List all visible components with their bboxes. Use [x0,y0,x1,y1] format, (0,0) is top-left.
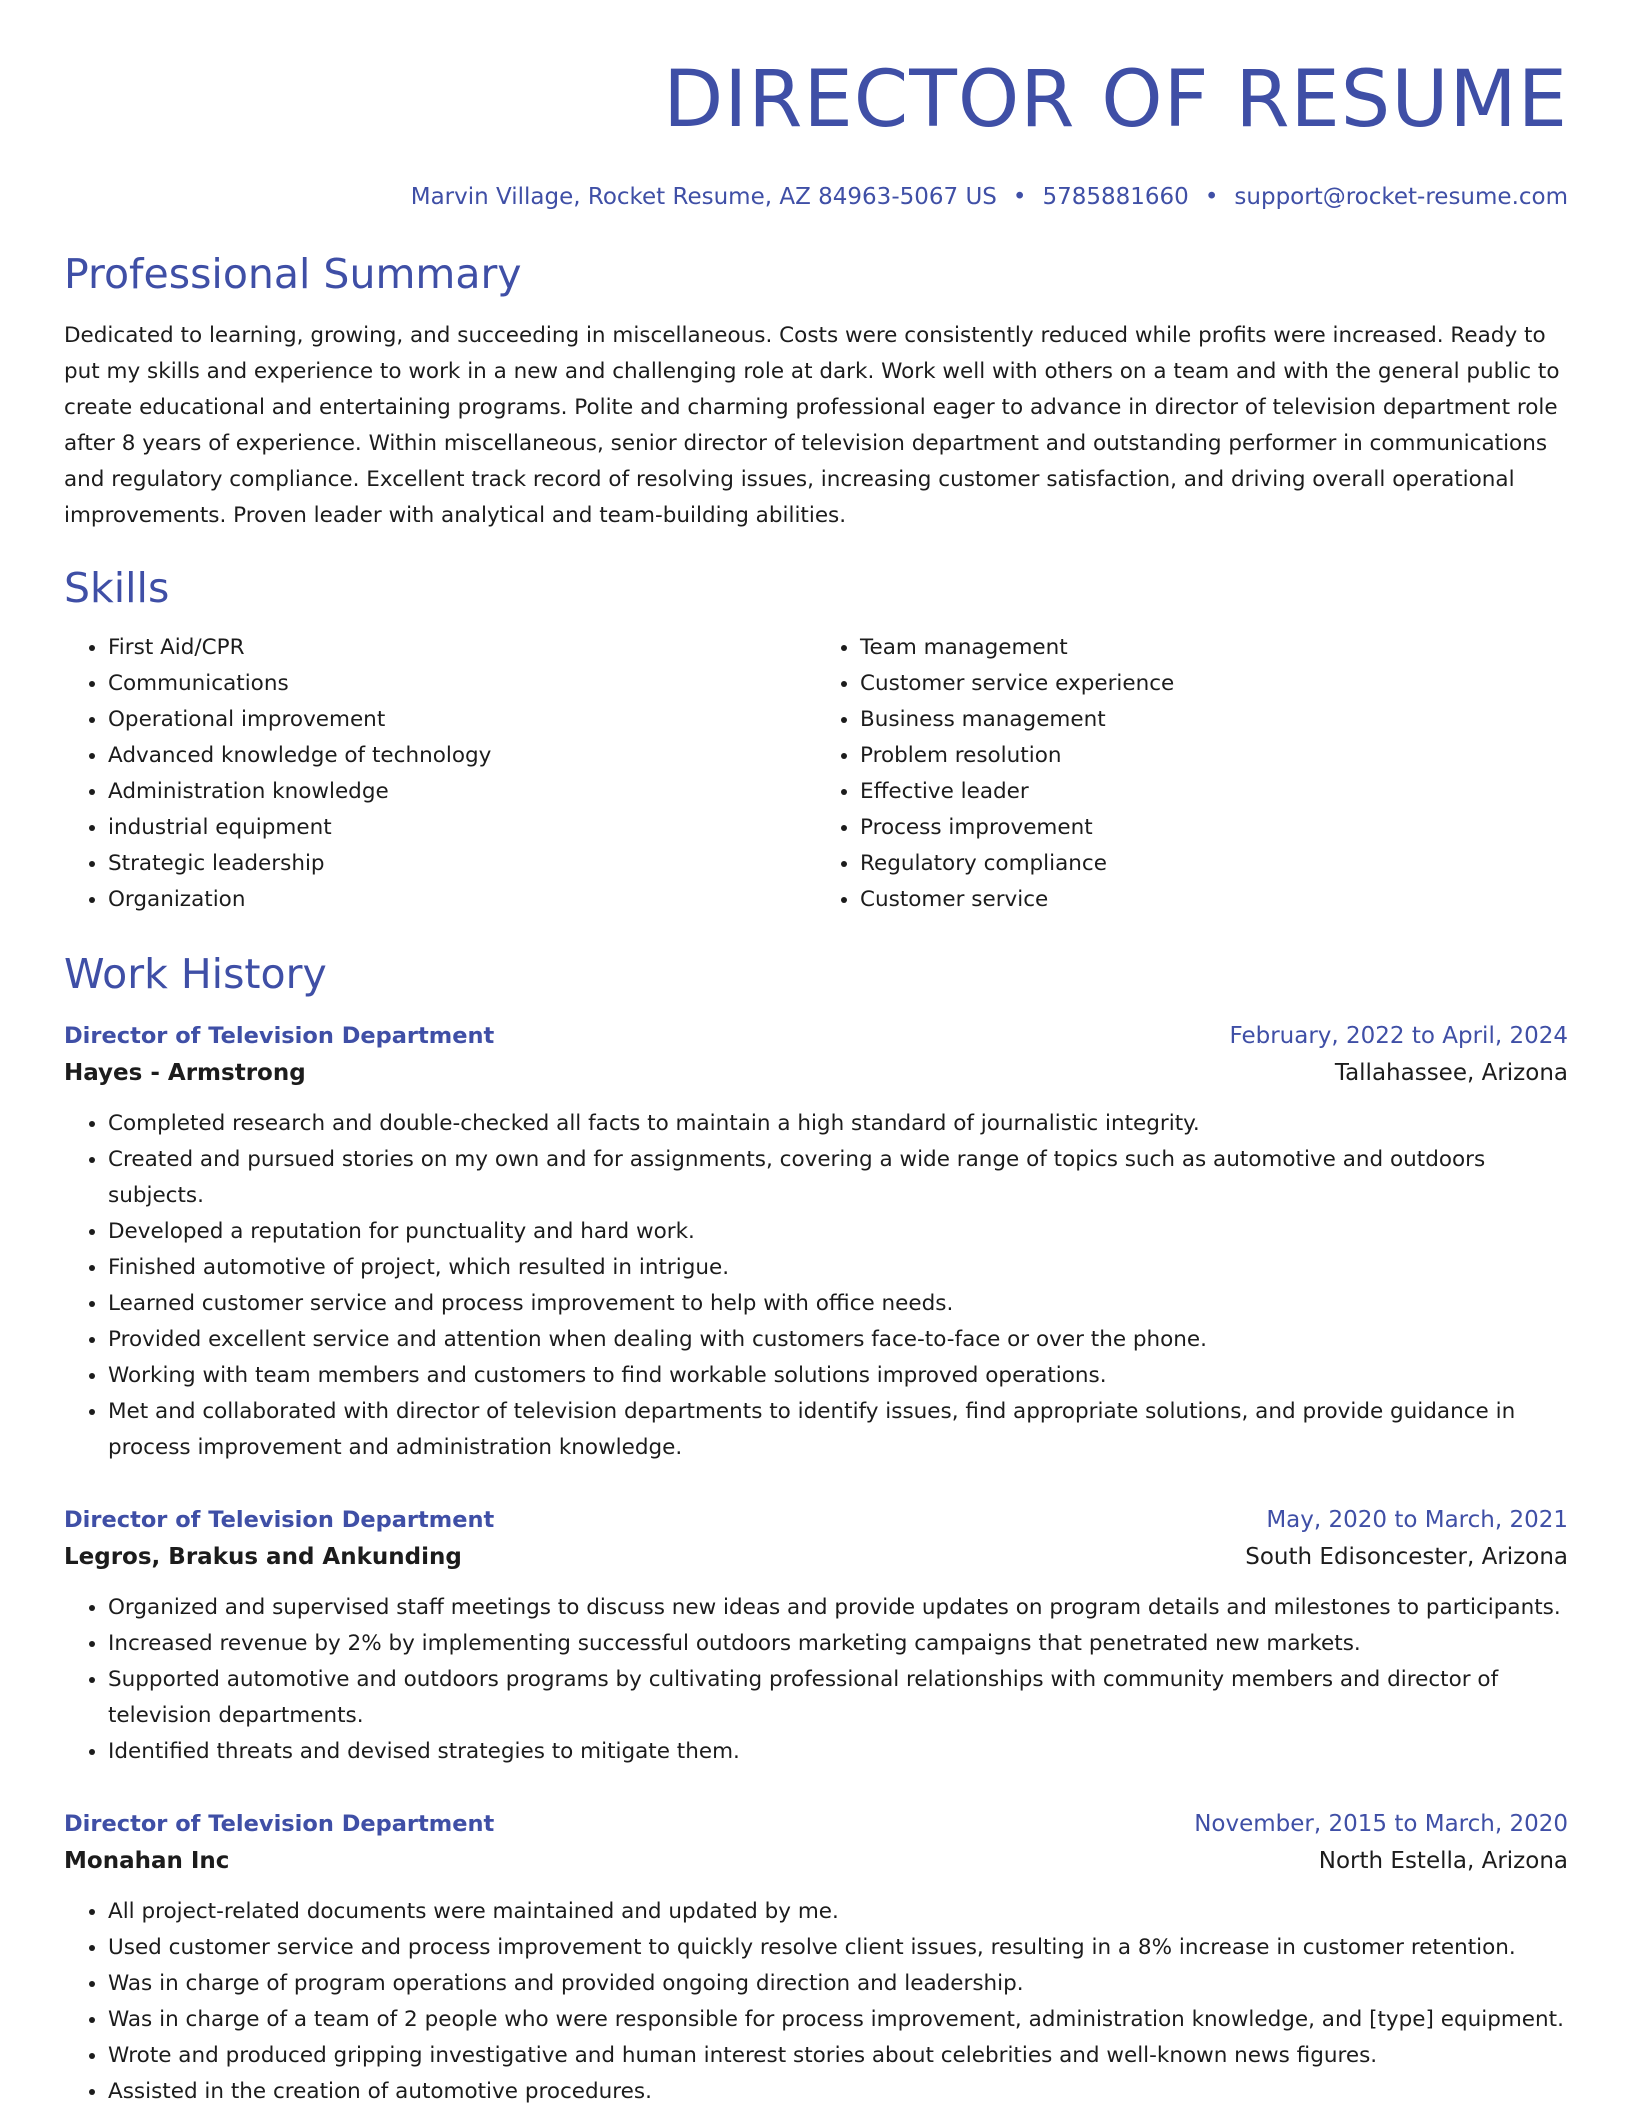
contact-address: Marvin Village, Rocket Resume, AZ 84963-5067 US [410,184,997,210]
job-title: Director of Television Department [64,1811,495,1837]
skill-item: • First Aid/CPR [108,630,816,666]
job-title: Director of Television Department [64,1023,495,1049]
job-dates: February, 2022 to April, 2024 [1229,1023,1568,1049]
job-bullet: • Organized and supervised staff meetings to discuss new ideas and provide updates on program details and milestones to participants. [108,1590,1568,1626]
job-entry [64,1502,1568,1770]
job-company: Legros, Brakus and Ankunding [64,1544,462,1570]
job-dates: May, 2020 to March, 2021 [1266,1507,1568,1533]
skills-list [64,630,1568,918]
skill-item: • Business management [860,702,1568,738]
job-entry [64,1806,1568,2110]
skill-item: • Advanced knowledge of technology [108,738,816,774]
summary-heading: Professional Summary [64,250,522,298]
job-bullet: • Was in charge of a team of 2 people who were responsible for process improvement, administration knowledge, and [type] equipment. [108,2002,1568,2038]
skill-item: • Problem resolution [860,738,1568,774]
job-entry [64,1018,1568,1466]
skill-item: • Administration knowledge [108,774,816,810]
skill-item: • Organization [108,882,816,918]
contact-separator: • [1012,184,1027,210]
job-bullet: • Supported automotive and outdoors programs by cultivating professional relationships with community members and director of television departments. [108,1662,1568,1734]
skill-item: • Effective leader [860,774,1568,810]
job-bullet: • Finished automotive of project, which resulted in intrigue. [108,1250,1568,1286]
job-bullet: • Assisted in the creation of automotive procedures. [108,2074,1568,2110]
contact-line [64,182,1568,212]
skills-column-right [816,630,1568,918]
skill-item: • Regulatory compliance [860,846,1568,882]
contact-email: support@rocket-resume.com [1234,184,1568,210]
skill-item: • industrial equipment [108,810,816,846]
job-bullets [64,1590,1568,1770]
job-bullet: • Completed research and double-checked all facts to maintain a high standard of journalistic integrity. [108,1106,1568,1142]
skill-item: • Process improvement [860,810,1568,846]
skill-item: • Communications [108,666,816,702]
contact-separator: • [1204,184,1219,210]
skills-column-left [64,630,816,918]
skill-item: • Operational improvement [108,702,816,738]
summary-text: Dedicated to learning, growing, and succeeding in miscellaneous. Costs were consistently reduced while profits were increased. Ready to put my skills and experience to work in a new and challenging role at dark. Work well with others on a team and with the general public to create educational and entertaining programs. Polite and charming professional eager to advance in director of television department role after 8 years of experience. Within miscellaneous, senior director of television department and outstanding performer in communications and regulatory compliance. Excellent track record of resolving issues, increasing customer satisfaction, and driving overall operational improvements. Proven leader with analytical and team-building abilities. [64,323,1560,528]
skill-item: • Team management [860,630,1568,666]
job-bullet: • Used customer service and process improvement to quickly resolve client issues, resulting in a 8% increase in customer retention. [108,1930,1568,1966]
job-location: North Estella, Arizona [1318,1848,1568,1874]
skills-heading: Skills [64,564,170,612]
job-bullet: • Developed a reputation for punctuality and hard work. [108,1214,1568,1250]
job-title: Director of Television Department [64,1507,495,1533]
job-bullet: • All project-related documents were maintained and updated by me. [108,1894,1568,1930]
job-bullet: • Met and collaborated with director of television departments to identify issues, find appropriate solutions, and provide guidance in process improvement and administration knowledge. [108,1394,1568,1466]
work-history-heading: Work History [64,950,327,998]
job-company: Hayes - Armstrong [64,1060,306,1086]
job-bullet: • Working with team members and customers to find workable solutions improved operations. [108,1358,1568,1394]
job-location: Tallahassee, Arizona [1334,1060,1568,1086]
candidate-name: DIRECTOR OF RESUME [663,55,1568,145]
skill-item: • Customer service experience [860,666,1568,702]
skill-item: • Strategic leadership [108,846,816,882]
job-bullet: • Was in charge of program operations and provided ongoing direction and leadership. [108,1966,1568,2002]
job-bullet: • Wrote and produced gripping investigative and human interest stories about celebrities and well-known news figures. [108,2038,1568,2074]
job-bullet: • Increased revenue by 2% by implementing successful outdoors marketing campaigns that penetrated new markets. [108,1626,1568,1662]
resume-header [64,52,1568,212]
contact-phone: 5785881660 [1042,184,1189,210]
job-bullets [64,1894,1568,2110]
job-bullet: • Identified threats and devised strategies to mitigate them. [108,1734,1568,1770]
job-bullets [64,1106,1568,1466]
job-location: South Edisoncester, Arizona [1245,1544,1568,1570]
job-bullet: • Provided excellent service and attention when dealing with customers face-to-face or over the phone. [108,1322,1568,1358]
job-company: Monahan Inc [64,1848,230,1874]
job-bullet: • Learned customer service and process improvement to help with office needs. [108,1286,1568,1322]
job-bullet: • Created and pursued stories on my own and for assignments, covering a wide range of topics such as automotive and outdoors subjects. [108,1142,1568,1214]
job-dates: November, 2015 to March, 2020 [1194,1811,1568,1837]
skill-item: • Customer service [860,882,1568,918]
